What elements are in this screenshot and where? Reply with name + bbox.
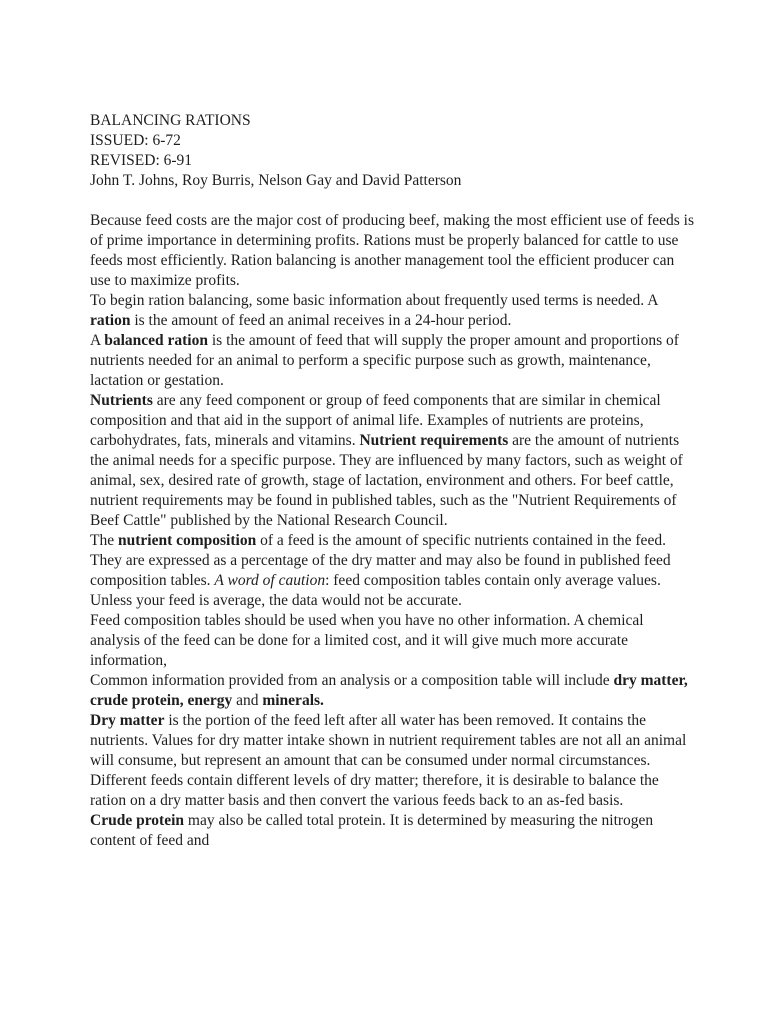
term-balanced-ration: balanced ration <box>104 332 208 349</box>
paragraph-text: is the portion of the feed left after all water has been removed. It contains the nutrients. Values for dry matter intake shown in nutrient requirement tables are not all an animal will consume, but represent an amount that can be consumed under normal circumstances. <box>90 712 687 769</box>
paragraph-text: To begin ration balancing, some basic information about frequently used terms is needed. A <box>90 292 658 309</box>
paragraph-dry-matter-basis: Different feeds contain different levels of dry matter; therefore, it is desirable to balance the ration on a dry matter basis and then convert the various feeds back to an as-fed basis. <box>90 772 659 809</box>
paragraph-text: are the amount of nutrients the animal needs for a specific purpose. They are influenced by many factors, such as weight of animal, sex, desired rate of growth, stage of lactation, environment and others. For beef cattle, nutrient requirements may be found in published tables, such as the "Nutrient Requirements of Beef Cattle" published by the National Research Council. <box>90 432 683 529</box>
header-spacer <box>90 191 696 211</box>
term-nutrients: Nutrients <box>90 392 153 409</box>
paragraph-text: Common information provided from an analysis or a composition table will include <box>90 672 614 689</box>
paragraph-text: are any feed component or group of feed components that are similar in chemical composition and that aid in the support of animal life. Examples of nutrients are proteins, carbohydrates, fats, minerals and vitamins. <box>90 392 661 449</box>
term-nutrient-requirements: Nutrient requirements <box>359 432 509 449</box>
document-page <box>90 111 696 851</box>
paragraph-ration-definition <box>90 291 696 331</box>
paragraph-text: is the amount of feed that will supply the proper amount and proportions of nutrients needed for an animal to perform a specific purpose such as growth, maintenance, lactation or gestation. <box>90 332 679 389</box>
term-dry-matter: Dry matter <box>90 712 165 729</box>
paragraph-composition-tables: Feed composition tables should be used when you have no other information. A chemical analysis of the feed can be done for a limited cost, and it will give much more accurate information, <box>90 612 644 669</box>
paragraph-text: : feed composition tables contain only average values. Unless your feed is average, the data would not be accurate. <box>90 572 661 609</box>
paragraph-crude-protein <box>90 811 696 851</box>
paragraph-nutrient-composition <box>90 531 696 611</box>
revised-date: REVISED: 6-91 <box>90 152 193 169</box>
authors-line: John T. Johns, Roy Burris, Nelson Gay and David Patterson <box>90 172 462 189</box>
paragraph-feed-costs <box>90 211 696 291</box>
term-nutrient-composition: nutrient composition <box>117 532 257 549</box>
paragraph-balanced-ration <box>90 331 696 391</box>
term-analysis-items: dry matter, crude protein, energy <box>90 672 688 709</box>
paragraph-common-information <box>90 671 696 711</box>
paragraph-dry-matter <box>90 711 696 771</box>
paragraph-text: and <box>232 692 263 709</box>
term-crude-protein: Crude protein <box>90 812 185 829</box>
paragraph-text: may also be called total protein. It is determined by measuring the nitrogen content of feed and <box>90 812 654 849</box>
issued-date: ISSUED: 6-72 <box>90 132 181 149</box>
paragraph-text: of a feed is the amount of specific nutrients contained in the feed. They are expressed as a percentage of the dry matter and may also be found in published feed composition tables. <box>90 532 671 589</box>
paragraph-nutrients <box>90 391 696 531</box>
term-minerals: minerals. <box>262 692 324 709</box>
document-title: BALANCING RATIONS <box>90 112 251 129</box>
caution-phrase: A word of caution <box>214 572 326 589</box>
term-ration: ration <box>90 312 131 329</box>
paragraph-text: A <box>90 332 105 349</box>
paragraph-text: is the amount of feed an animal receives in a 24-hour period. <box>130 312 512 329</box>
paragraph-text: The <box>90 532 118 549</box>
paragraph-text: Because feed costs are the major cost of producing beef, making the most efficient use of feeds is of prime importance in determining profits. Rations must be properly balanced for cattle to use feeds most efficiently. Ration balancing is another management tool the efficient producer can use to maximize profits. <box>90 212 695 289</box>
